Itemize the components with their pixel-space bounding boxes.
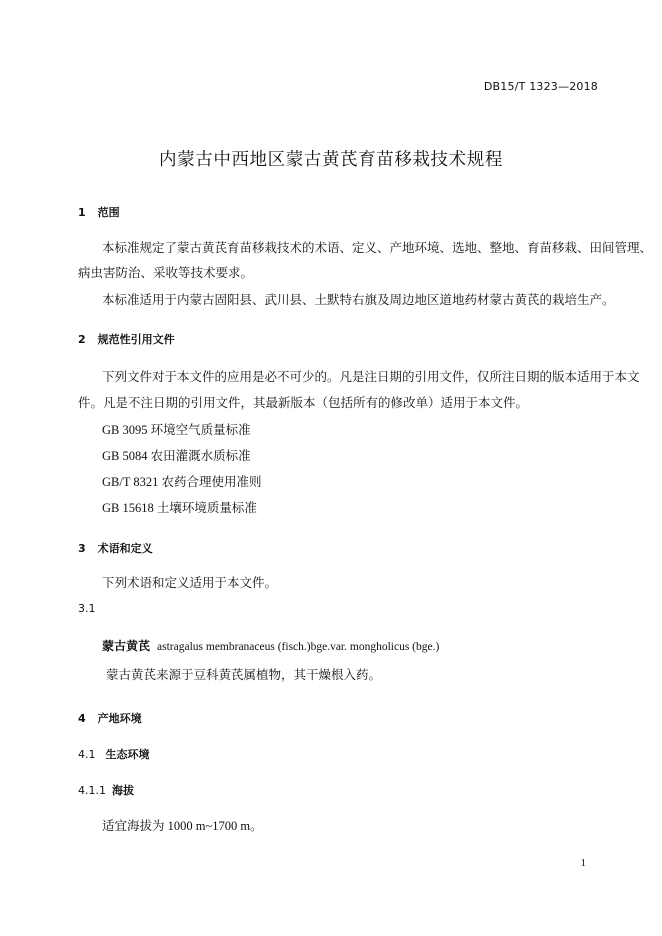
term-latin-name: astragalus membranaceus (fisch.)bge.var. mongholicus (bge.) bbox=[157, 641, 440, 653]
section-title: 规范性引用文件 bbox=[97, 333, 175, 346]
document-title: 内蒙古中西地区蒙古黄芪育苗移栽技术规程 bbox=[159, 150, 503, 170]
section-number: 3 bbox=[78, 542, 86, 555]
section-1-paragraph-1-line-2: 病虫害防治、采收等技术要求。 bbox=[78, 266, 254, 280]
subsection-3-1-number: 3.1 bbox=[78, 602, 96, 615]
section-1-heading bbox=[78, 204, 120, 220]
section-1-paragraph-2: 本标准适用于内蒙古固阳县、武川县、土默特右旗及周边地区道地药材蒙古黄芪的栽培生产。 bbox=[102, 293, 615, 307]
term-entry bbox=[102, 637, 439, 654]
section-4-paragraph: 适宜海拔为 1000 m~1700 m。 bbox=[102, 819, 263, 833]
subsection-title: 海拔 bbox=[112, 784, 134, 797]
reference-item: GB 3095 环境空气质量标准 bbox=[102, 423, 251, 437]
section-2-paragraph-line-2: 件。凡是不注日期的引用文件，其最新版本（包括所有的修改单）适用于本文件。 bbox=[78, 396, 529, 410]
reference-item: GB 15618 土壤环境质量标准 bbox=[102, 501, 257, 515]
section-title: 范围 bbox=[97, 206, 120, 219]
section-2-heading bbox=[78, 331, 175, 347]
reference-item: GB 5084 农田灌溉水质标准 bbox=[102, 449, 251, 463]
subsection-number: 4.1 bbox=[78, 748, 96, 761]
section-title: 产地环境 bbox=[97, 712, 142, 725]
section-2-paragraph-line-1: 下列文件对于本文件的应用是必不可少的。凡是注日期的引用文件，仅所注日期的版本适用于本文 bbox=[102, 370, 640, 384]
section-1-paragraph-1-line-1: 本标准规定了蒙古黄芪育苗移栽技术的术语、定义、产地环境、选地、整地、育苗移栽、田间管理、 bbox=[102, 241, 653, 255]
term-name: 蒙古黄芪 bbox=[102, 639, 151, 653]
reference-item: GB/T 8321 农药合理使用准则 bbox=[102, 475, 262, 489]
section-4-heading bbox=[78, 710, 142, 726]
section-3-paragraph: 下列术语和定义适用于本文件。 bbox=[102, 576, 278, 590]
section-title: 术语和定义 bbox=[97, 542, 153, 555]
subsection-title: 生态环境 bbox=[105, 748, 150, 761]
subsection-4-1-heading bbox=[78, 746, 150, 762]
document-code: DB15/T 1323—2018 bbox=[483, 80, 598, 93]
section-number: 2 bbox=[78, 333, 86, 346]
subsection-number: 4.1.1 bbox=[78, 784, 106, 797]
subsection-4-1-1-heading bbox=[78, 782, 134, 798]
section-3-heading bbox=[78, 540, 153, 556]
page-number: 1 bbox=[580, 857, 586, 869]
term-definition: 蒙古黄芪来源于豆科黄芪属植物，其干燥根入药。 bbox=[106, 668, 382, 682]
section-number: 4 bbox=[78, 712, 86, 725]
section-number: 1 bbox=[78, 206, 86, 219]
